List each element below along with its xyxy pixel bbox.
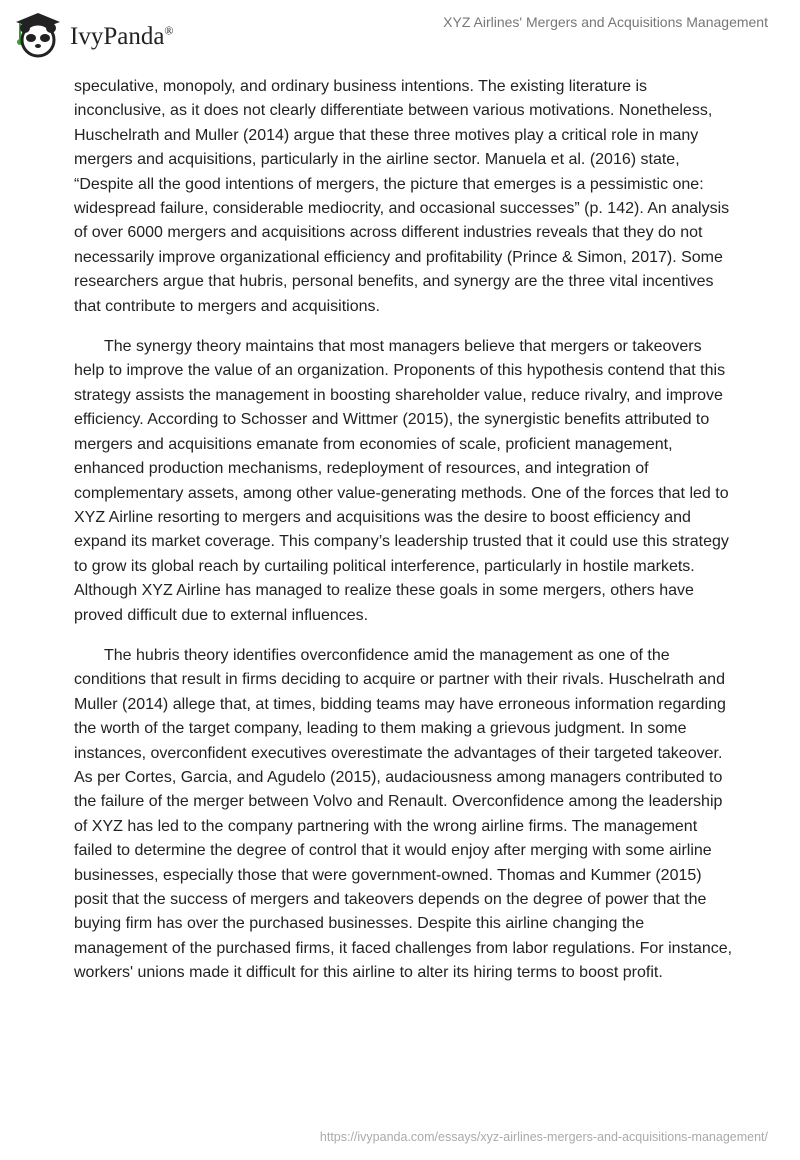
essay-body [74, 75, 734, 1002]
ivypanda-logo[interactable] [12, 8, 174, 60]
paragraph: The hubris theory identifies overconfidence amid the management as one of the conditions that result in firms deciding to acquire or partner with their rivals. Huschelrath and Muller (2014) allege that, at times, bidding teams may have erroneous information regarding the worth of the target company, leading to them making a grievous judgment. In some instances, overconfident executives overestimate the advantages of their targeted takeover. As per Cortes, Garcia, and Agudelo (2015), audaciousness among managers contributed to the failure of the merger between Volvo and Renault. Overconfidence among the leadership of XYZ has led to the company partnering with the wrong airline firms. The management failed to determine the degree of control that it would enjoy after merging with some airline businesses, especially those that were government-owned. Thomas and Kummer (2015) posit that the success of mergers and takeovers depends on the degree of power that the buying firm has over the purchased businesses. Despite this airline changing the management of the purchased firms, it faced challenges from labor regulations. For instance, workers' unions made it difficult for this airline to alter its hiring terms to boost profit. [74, 646, 733, 982]
paragraph: The synergy theory maintains that most managers believe that mergers or takeovers help to improve the value of an organization. Proponents of this hypothesis contend that this strategy assists the management in boosting shareholder value, reduce rivalry, and improve efficiency. According to Schosser and Wittmer (2015), the synergistic benefits attributed to mergers and acquisitions emanate from economies of scale, proficient management, enhanced production mechanisms, redeployment of resources, and integration of complementary assets, among other value-generating methods. One of the forces that led to XYZ Airline resorting to mergers and acquisitions was the desire to boost efficiency and expand its market coverage. This company’s leadership trusted that it could use this strategy to grow its global reach by curtailing political interference, particularly in hostile markets. Although XYZ Airline has managed to realize these goals in some mergers, others have proved difficult due to external influences. [74, 338, 729, 624]
panda-graduate-icon [12, 8, 64, 60]
paragraph: speculative, monopoly, and ordinary business intentions. The existing literature is inconclusive, as it does not clearly differentiate between various motivations. Nonetheless, Huschelrath and Muller (2014) argue that these three motives play a critical role in many mergers and acquisitions, particularly in the airline sector. Manuela et al. (2016) state, “Despite all the good intentions of mergers, the picture that emerges is a pessimistic one: widespread failure, considerable mediocrity, and occasional successes” (p. 142). An analysis of over 6000 mergers and acquisitions across different industries reveals that they do not necessarily improve organizational efficiency and profitability (Prince & Simon, 2017). Some researchers argue that hubris, personal benefits, and synergy are the three vital incentives that contribute to mergers and acquisitions. [74, 78, 730, 315]
logo-text: IvyPanda [70, 23, 165, 50]
source-url-link[interactable]: https://ivypanda.com/essays/xyz-airlines-mergers-and-acquisitions-management/ [319, 1130, 768, 1144]
document-title: XYZ Airlines' Mergers and Acquisitions Management [443, 14, 768, 30]
registered-mark: ® [164, 23, 174, 38]
